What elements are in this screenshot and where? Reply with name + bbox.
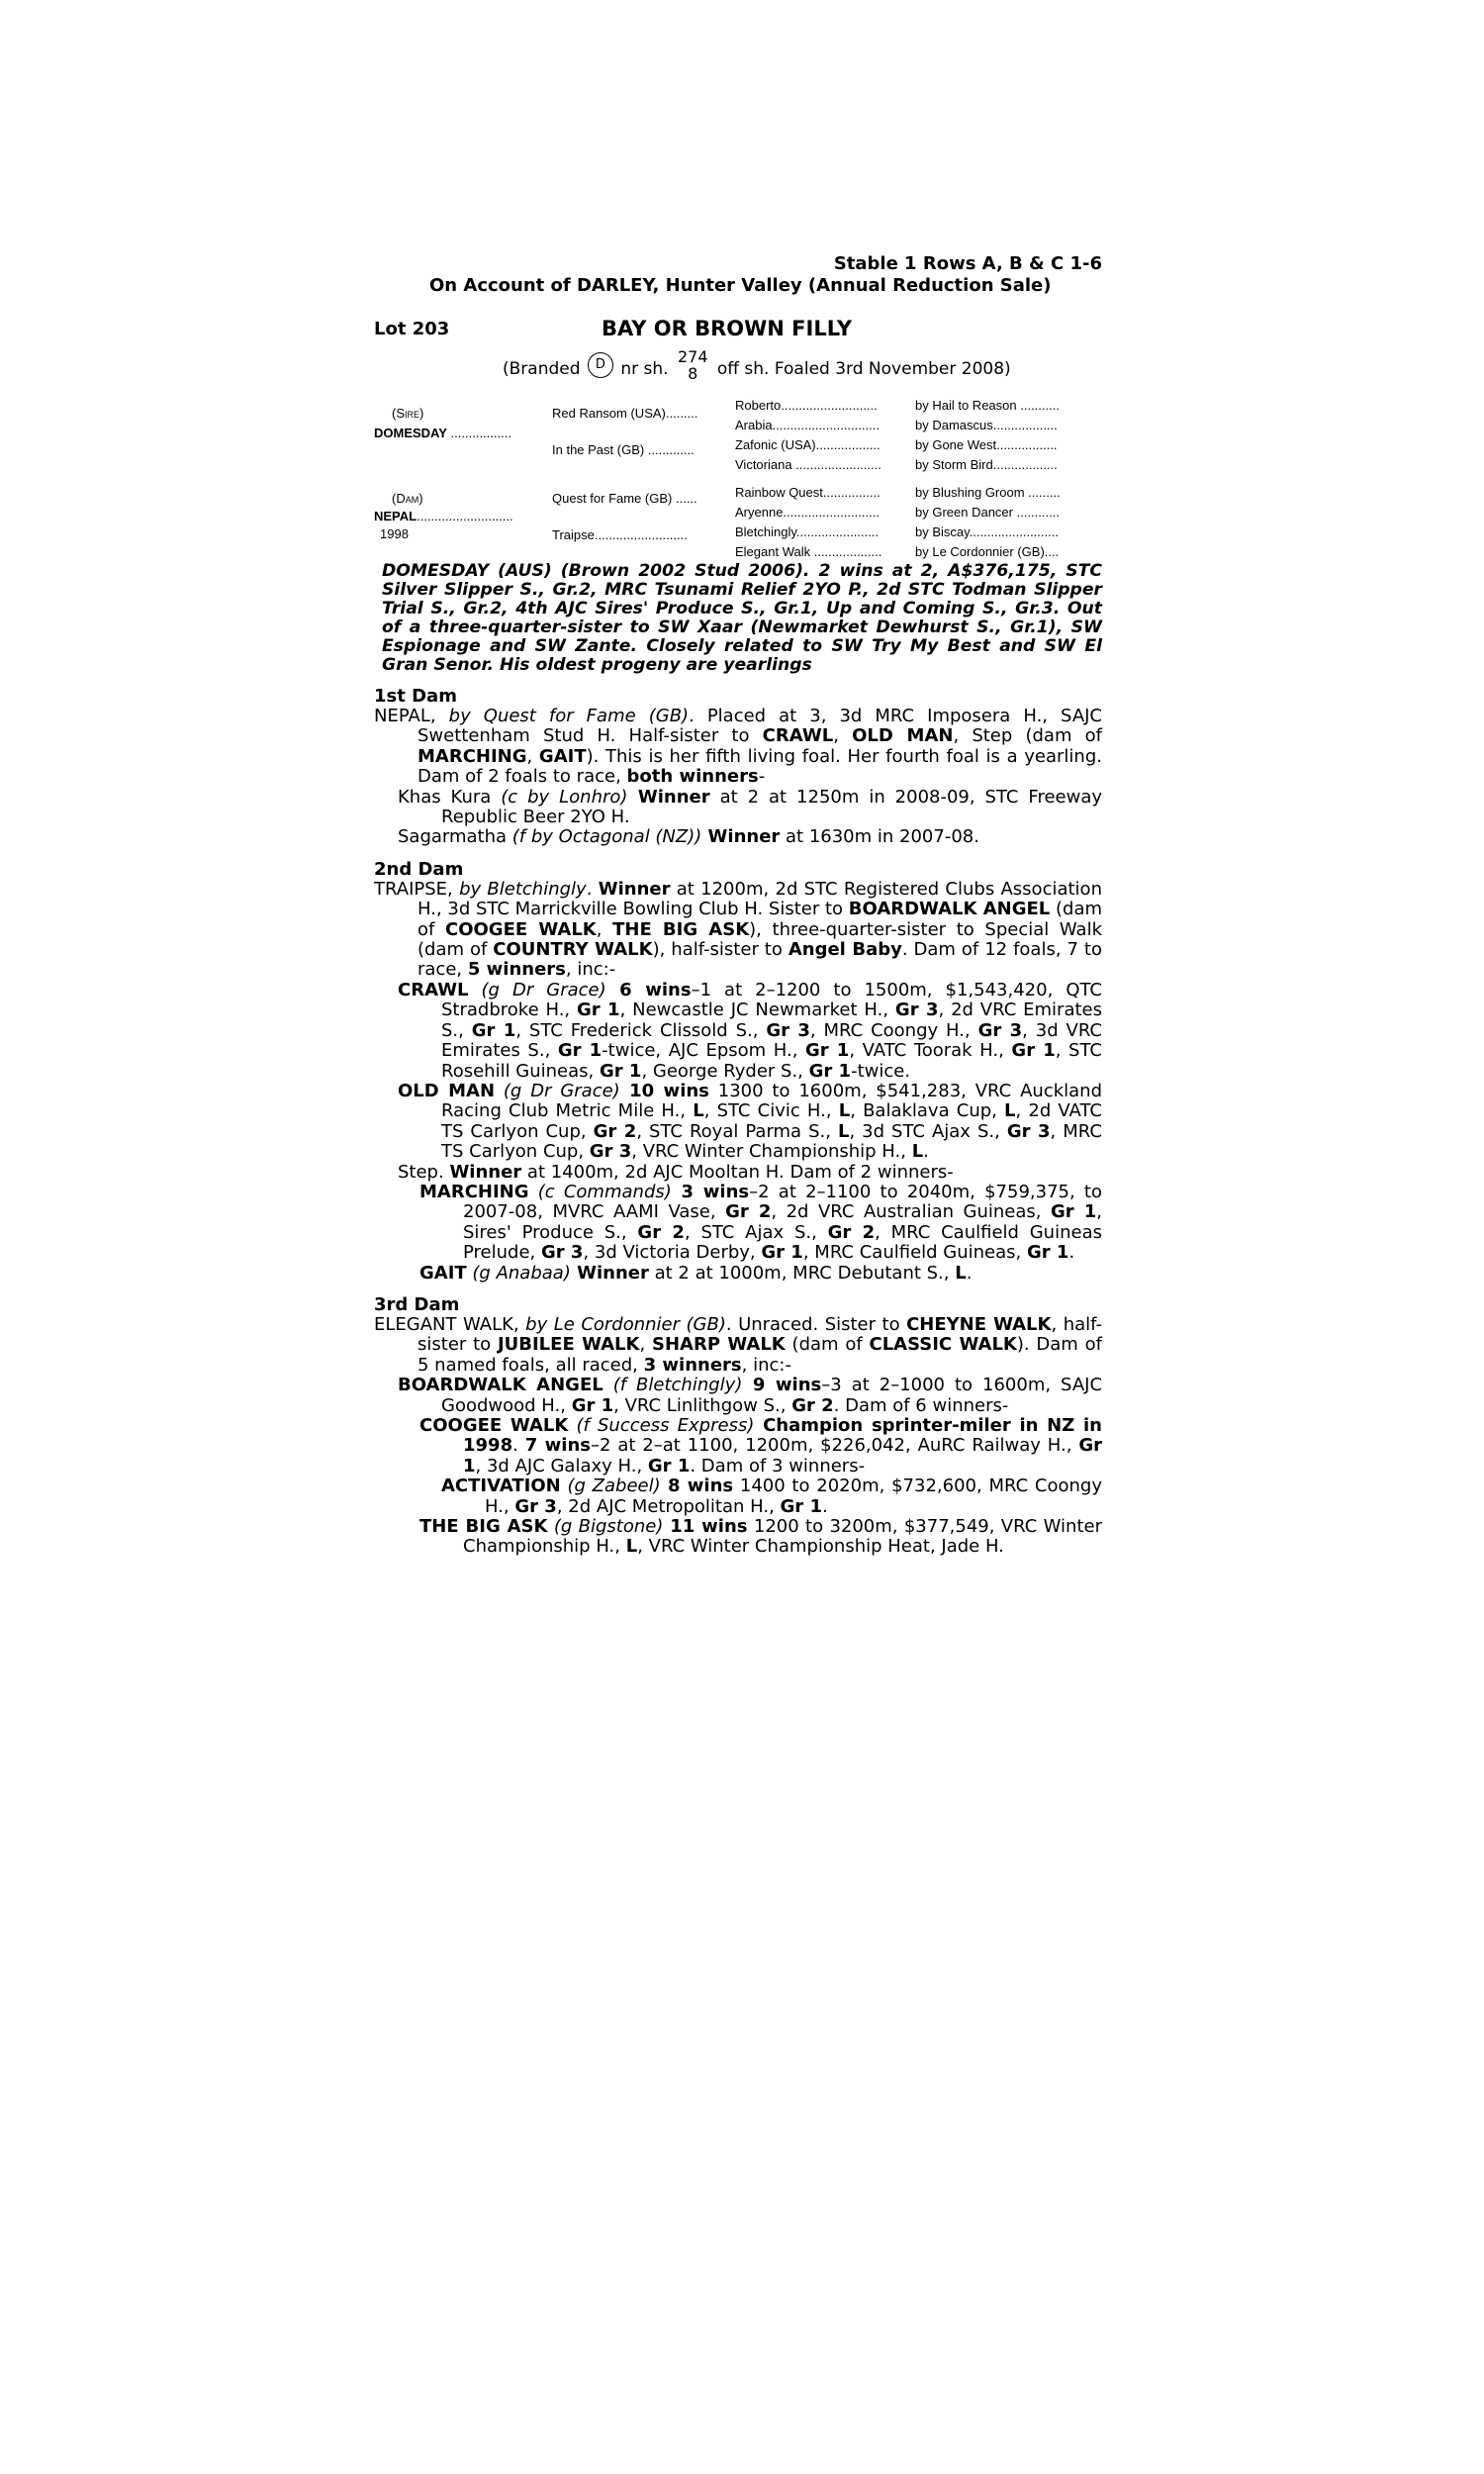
brand-suffix: off sh. Foaled 3rd November 2008) (716, 359, 1011, 379)
ancestor-1-sire: by Hail to Reason ........... (915, 398, 1060, 413)
dam-sire: Quest for Fame (GB) ...... (552, 491, 697, 506)
ancestor-3-sire: by Gone West................. (915, 437, 1058, 452)
ancestor-6: Aryenne........................... (735, 505, 880, 520)
sire-name: DOMESDAY ................. (374, 426, 511, 440)
progeny-entry-the-big-ask: THE BIG ASK (g Bigstone) 11 wins 1200 to 3200m, $377,549, VRC Winter Championship H., L, VRC Winter Championship Heat, Jade H. (419, 1516, 1102, 1558)
catalogue-page (374, 247, 1102, 1558)
brand-prefix: (Branded (503, 359, 581, 379)
brand-d-icon: D (588, 352, 613, 378)
produce-entry: Sagarmatha (f by Octagonal (NZ)) Winner at 1630m in 2007-08. (398, 826, 979, 848)
ancestor-5: Rainbow Quest................ (735, 485, 881, 500)
progeny-entry-step: Step. Winner at 1400m, 2d AJC Mooltan H. Dam of 2 winners- (398, 1161, 954, 1183)
page-header (374, 247, 1102, 317)
ancestor-2: Arabia.............................. (735, 418, 880, 432)
ancestor-6-sire: by Green Dancer ............ (915, 505, 1060, 520)
ancestor-8: Elegant Walk ................... (735, 544, 882, 559)
sire-dam: In the Past (GB) ............. (552, 442, 695, 457)
progeny-entry-activation: ACTIVATION (g Zabeel) 8 wins 1400 to 2020m, $732,600, MRC Coongy H., Gr 3, 2d AJC Metropolitan H., Gr 1. (441, 1475, 1103, 1517)
dam-dam: Traipse.......................... (552, 527, 688, 542)
horse-description: BAY OR BROWN FILLY (602, 317, 853, 340)
ancestor-7: Bletchingly....................... (735, 524, 879, 539)
sire-sire: Red Ransom (USA)......... (552, 406, 698, 421)
progeny-entry-crawl: CRAWL (g Dr Grace) 6 wins–1 at 2–1200 to 1500m, $1,543,420, QTC Stradbroke H., Gr 1, Newcastle JC Newmarket H., Gr 3, 2d VRC Emirates S., Gr 1, STC Frederick Clissold S., Gr 3, MRC Coongy H., Gr 3, 3d VRC Emirates S., Gr 1-twice, AJC Epsom H., Gr 1, VATC Toorak H., Gr 1, STC Rosehill Guineas, Gr 1, George Ryder S., Gr 1-twice. (398, 979, 1102, 1082)
dam-name: NEPAL........................... (374, 509, 513, 523)
ancestor-7-sire: by Biscay......................... (915, 524, 1059, 539)
first-dam-paragraph: NEPAL, by Quest for Fame (GB). Placed at 3, 3d MRC Imposera H., SAJC Swettenham Stud H. Half-sister to CRAWL, OLD MAN, Step (dam of MARCHING, GAIT). This is her fifth living foal. Her fourth foal is a yearling. Dam of 2 foals to race, both winners- (374, 706, 1103, 788)
ancestor-4-sire: by Storm Bird.................. (915, 457, 1058, 472)
ancestor-2-sire: by Damascus.................. (915, 418, 1058, 432)
sire-summary: DOMESDAY (AUS) (Brown 2002 Stud 2006). 2 wins at 2, A$376,175, STC Silver Slipper S., Gr.2, MRC Tsunami Relief 2YO P., 2d STC Todman Slipper Trial S., Gr.2, 4th AJC Sires' Produce S., Gr.1, Up and Coming S., Gr.3. Out of a three-quarter-sister to SW Xaar (Newmarket Dewhurst S., Gr.1), SW Espionage and SW Zante. Closely related to SW Try My Best and SW El Gran Senor. His oldest progeny are yearlings (382, 561, 1102, 675)
ancestor-8-sire: by Le Cordonnier (GB).... (915, 544, 1060, 559)
vendor-account: On Account of DARLEY, Hunter Valley (Annual Reduction Sale) (429, 275, 1052, 296)
ancestor-5-sire: by Blushing Groom ......... (915, 485, 1061, 500)
brand-number (678, 348, 708, 382)
third-dam-paragraph: ELEGANT WALK, by Le Cordonnier (GB). Unraced. Sister to CHEYNE WALK, half-sister to JUBILEE WALK, SHARP WALK (dam of CLASSIC WALK). Dam of 5 named foals, all raced, 3 winners, inc:- (374, 1313, 1102, 1376)
ancestor-3: Zafonic (USA).................. (735, 437, 881, 452)
ancestor-1: Roberto........................... (735, 398, 878, 413)
progeny-entry-boardwalk-angel: BOARDWALK ANGEL (f Bletchingly) 9 wins–3 at 2–1000 to 1600m, SAJC Goodwood H., Gr 1, VRC Linlithgow S., Gr 2. Dam of 6 winners- (398, 1375, 1103, 1416)
lot-number: Lot 203 (374, 319, 450, 339)
third-dam-heading: 3rd Dam (374, 1293, 460, 1315)
first-dam-heading: 1st Dam (374, 686, 457, 707)
brand-mid: nr sh. (620, 359, 669, 379)
second-dam-paragraph: TRAIPSE, by Bletchingly. Winner at 1200m, 2d STC Registered Clubs Association H., 3d STC Marrickville Bowling Club H. Sister to BOARDWALK ANGEL (dam of COOGEE WALK, THE BIG ASK), three-quarter-sister to Special Walk (dam of COUNTRY WALK), half-sister to Angel Baby. Dam of 12 foals, 7 to race, 5 winners, inc:- (374, 878, 1103, 981)
ancestor-4: Victoriana ........................ (735, 457, 881, 472)
brand-number-bottom: 8 (688, 364, 698, 383)
sire-label: (Sire) (392, 406, 424, 421)
progeny-entry-marching: MARCHING (c Commands) 3 wins–2 at 2–1100 to 2040m, $759,375, to 2007-08, MVRC AAMI Vase, Gr 2, 2d VRC Australian Guineas, Gr 1, Sires' Produce S., Gr 2, STC Ajax S., Gr 2, MRC Caulfield Guineas Prelude, Gr 3, 3d Victoria Derby, Gr 1, MRC Caulfield Guineas, Gr 1. (419, 1181, 1103, 1264)
brand-line (374, 344, 1102, 386)
produce-entry: Khas Kura (c by Lonhro) Winner at 2 at 1250m in 2008-09, STC Freeway Republic Beer 2YO H. (398, 786, 1103, 828)
stable-location: Stable 1 Rows A, B & C 1-6 (833, 253, 1102, 274)
second-dam-heading: 2nd Dam (374, 858, 464, 880)
progeny-entry-gait: GAIT (g Anabaa) Winner at 2 at 1000m, MRC Debutant S., L. (419, 1262, 973, 1284)
brand-number-top: 274 (677, 347, 708, 366)
dam-foal-year: 1998 (380, 526, 409, 541)
dam-label: (Dam) (392, 491, 423, 506)
lot-line (374, 317, 1102, 344)
pedigree-table (374, 386, 1102, 559)
progeny-entry-coogee-walk: COOGEE WALK (f Success Express) Champion sprinter-miler in NZ in 1998. 7 wins–2 at 2–at 1100, 1200m, $226,042, AuRC Railway H., Gr 1, 3d AJC Galaxy H., Gr 1. Dam of 3 winners- (419, 1415, 1102, 1476)
progeny-entry-old-man: OLD MAN (g Dr Grace) 10 wins 1300 to 1600m, $541,283, VRC Auckland Racing Club Metric Mile H., L, STC Civic H., L, Balaklava Cup, L, 2d VATC TS Carlyon Cup, Gr 2, STC Royal Parma S., L, 3d STC Ajax S., Gr 3, MRC TS Carlyon Cup, Gr 3, VRC Winter Championship H., L. (398, 1080, 1103, 1163)
